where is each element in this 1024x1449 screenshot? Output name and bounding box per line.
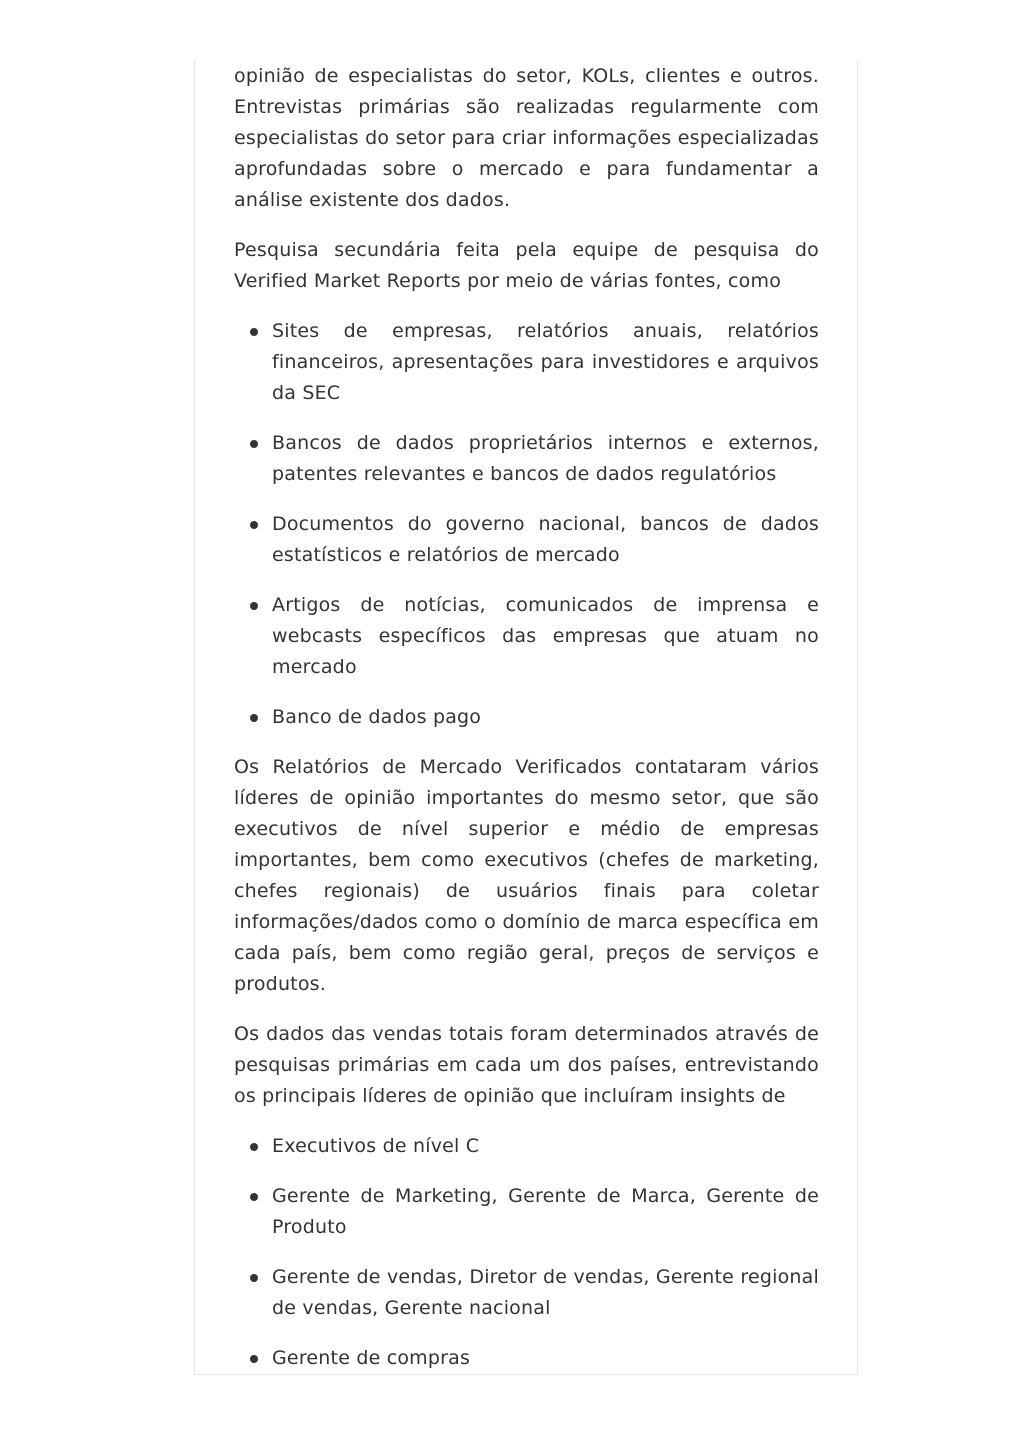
document-page [194,60,858,1375]
document-content [234,61,819,1375]
paragraph-secondary-research: Pesquisa secundária feita pela equipe de pesquisa do Verified Market Reports por meio de várias fontes, como [234,239,819,292]
list-item: Bancos de dados proprietários internos e externos, patentes relevantes e bancos de dados regulatórios [272,428,819,490]
list-item: Gerente de compras [272,1343,819,1374]
secondary-sources-list [234,316,819,733]
list-item: Artigos de notícias, comunicados de imprensa e webcasts específicos das empresas que atuam no mercado [272,590,819,683]
list-item: Sites de empresas, relatórios anuais, relatórios financeiros, apresentações para investidores e arquivos da SEC [272,316,819,409]
list-item: Documentos do governo nacional, bancos de dados estatísticos e relatórios de mercado [272,509,819,571]
opinion-leaders-list [234,1131,819,1374]
paragraph-expert-opinion: opinião de especialistas do setor, KOLs, clientes e outros. Entrevistas primárias são realizadas regularmente com especialistas do setor para criar informações especializadas aprofundadas sobre o mercado e para fundamentar a análise existente dos dados. [234,65,819,211]
paragraph-total-sales: Os dados das vendas totais foram determinados através de pesquisas primárias em cada um dos países, entrevistando os principais líderes de opinião que incluíram insights de [234,1023,819,1107]
list-item: Gerente de Marketing, Gerente de Marca, Gerente de Produto [272,1181,819,1243]
paragraph-opinion-leaders: Os Relatórios de Mercado Verificados contataram vários líderes de opinião importantes do mesmo setor, que são executivos de nível superior e médio de empresas importantes, bem como executivos (chefes de marketing, chefes regionais) de usuários finais para coletar informações/dados como o domínio de marca específica em cada país, bem como região geral, preços de serviços e produtos. [234,756,819,995]
list-item: Banco de dados pago [272,702,819,733]
list-item: Gerente de vendas, Diretor de vendas, Gerente regional de vendas, Gerente nacional [272,1262,819,1324]
list-item: Executivos de nível C [272,1131,819,1162]
